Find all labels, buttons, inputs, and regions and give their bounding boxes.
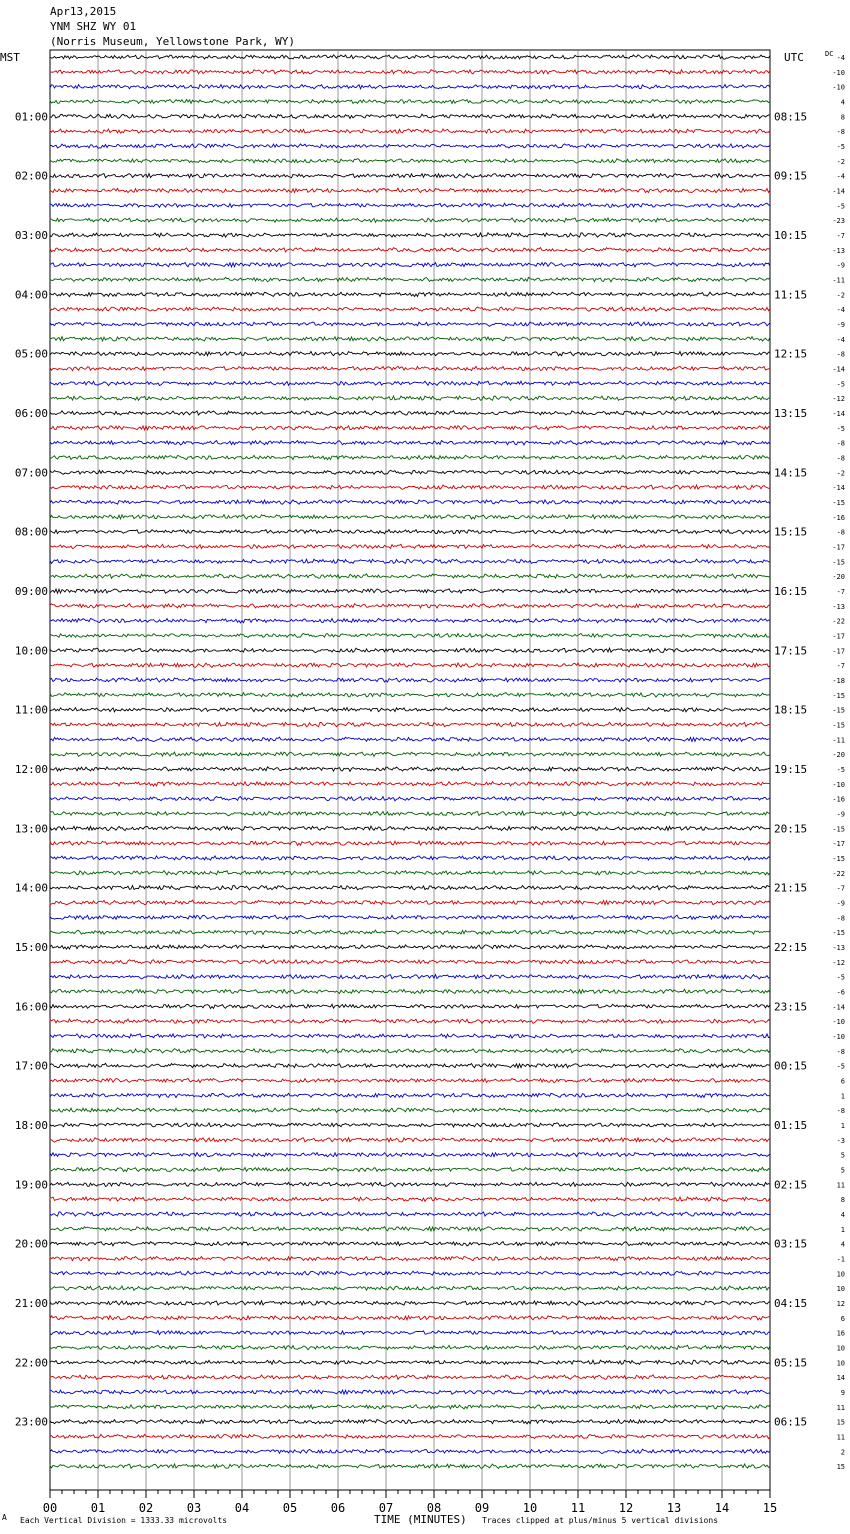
dc-offset-label: -5 <box>836 202 845 211</box>
right-hour-label: 11:15 <box>774 288 808 302</box>
dc-offset-label: -16 <box>832 513 845 522</box>
dc-offset-label: -8 <box>836 1107 845 1116</box>
dc-offset-label: 4 <box>840 98 845 107</box>
dc-offset-labels <box>832 54 845 1471</box>
dc-offset-label: 15 <box>836 1463 845 1472</box>
dc-offset-label: -15 <box>832 706 845 715</box>
left-hour-label: 19:00 <box>14 1178 48 1192</box>
dc-offset-label: 4 <box>840 1240 845 1249</box>
right-hour-label: 05:15 <box>774 1356 808 1370</box>
right-hour-label: 22:15 <box>774 941 808 954</box>
dc-offset-label: 12 <box>836 1300 845 1308</box>
dc-offset-label: -4 <box>836 306 845 315</box>
x-tick-label: 04 <box>234 1501 250 1515</box>
dc-offset-label: -12 <box>832 395 845 404</box>
dc-offset-label: -11 <box>832 276 845 285</box>
dc-offset-label: 9 <box>840 1389 845 1397</box>
dc-offset-label: 16 <box>836 1329 845 1338</box>
dc-offset-label: -22 <box>832 617 845 626</box>
right-hour-label: 19:15 <box>774 763 808 776</box>
dc-offset-label: -7 <box>836 662 845 671</box>
right-hour-label: 18:15 <box>774 703 808 717</box>
dc-offset-label: -8 <box>836 528 845 537</box>
dc-offset-label: -7 <box>836 232 845 240</box>
dc-offset-label: 4 <box>840 1211 845 1219</box>
dc-offset-label: -14 <box>832 187 845 196</box>
dc-offset-label: 14 <box>836 1374 845 1383</box>
scale-note: Each Vertical Division = 1333.33 microvolts <box>20 1516 228 1525</box>
dc-offset-label: -3 <box>836 1136 845 1145</box>
chart-date: Apr13,2015 <box>50 5 117 18</box>
dc-offset-label: -4 <box>836 172 845 181</box>
left-hour-label: 06:00 <box>14 407 48 420</box>
x-tick-label: 15 <box>762 1501 778 1515</box>
x-axis <box>43 1490 777 1515</box>
left-hour-label: 18:00 <box>14 1119 48 1132</box>
x-axis-title: TIME (MINUTES) <box>374 1513 467 1526</box>
x-tick-label: 13 <box>666 1501 682 1515</box>
right-hour-labels <box>774 110 807 1428</box>
left-hour-label: 16:00 <box>14 1000 48 1014</box>
right-hour-label: 15:15 <box>774 525 808 539</box>
right-hour-label: 20:15 <box>774 822 808 836</box>
dc-label: DC <box>825 50 834 58</box>
dc-offset-label: -7 <box>836 588 845 596</box>
left-hour-label: 02:00 <box>14 169 48 183</box>
dc-offset-label: -8 <box>836 350 845 359</box>
left-hour-label: 23:00 <box>14 1415 48 1429</box>
dc-offset-label: 1 <box>840 1122 845 1130</box>
dc-offset-label: 1 <box>840 1225 845 1234</box>
dc-offset-label: 10 <box>836 1344 845 1353</box>
x-tick-label: 10 <box>522 1501 538 1515</box>
dc-offset-label: -1 <box>836 1255 845 1264</box>
right-hour-label: 23:15 <box>774 1000 808 1014</box>
right-hour-label: 16:15 <box>774 585 808 598</box>
right-hour-label: 09:15 <box>774 169 808 183</box>
dc-offset-label: -15 <box>832 929 845 938</box>
dc-offset-label: -8 <box>836 128 845 137</box>
right-hour-label: 08:15 <box>774 110 808 124</box>
dc-offset-label: -8 <box>836 914 845 923</box>
x-tick-label: 12 <box>618 1501 634 1515</box>
right-hour-label: 06:15 <box>774 1415 808 1429</box>
left-hour-label: 14:00 <box>14 881 48 895</box>
dc-offset-label: -13 <box>832 944 845 952</box>
dc-offset-label: -5 <box>836 143 845 151</box>
dc-offset-label: 11 <box>836 1433 845 1442</box>
x-tick-label: 01 <box>90 1501 106 1515</box>
left-hour-label: 10:00 <box>14 644 48 658</box>
right-hour-label: 03:15 <box>774 1237 808 1251</box>
dc-offset-label: -23 <box>832 217 845 226</box>
dc-offset-label: 10 <box>836 1359 845 1368</box>
dc-offset-label: 10 <box>836 1270 845 1279</box>
dc-offset-label: -16 <box>832 795 845 804</box>
right-hour-label: 12:15 <box>774 347 808 361</box>
dc-offset-label: -10 <box>832 83 845 92</box>
left-hour-label: 13:00 <box>14 822 48 836</box>
dc-offset-label: -2 <box>836 291 845 300</box>
right-timezone-label: UTC <box>784 51 804 64</box>
corner-mark: A <box>2 1513 7 1522</box>
right-hour-label: 21:15 <box>774 881 808 895</box>
dc-offset-label: -17 <box>832 543 845 552</box>
dc-offset-label: -10 <box>832 1033 845 1041</box>
dc-offset-label: -9 <box>836 810 845 819</box>
right-hour-label: 00:15 <box>774 1059 808 1073</box>
dc-offset-label: -9 <box>836 899 845 908</box>
dc-offset-label: 6 <box>840 1077 845 1086</box>
right-hour-label: 14:15 <box>774 466 808 480</box>
dc-offset-label: -11 <box>832 736 845 745</box>
right-hour-label: 01:15 <box>774 1119 808 1132</box>
right-hour-label: 17:15 <box>774 644 808 658</box>
left-hour-label: 03:00 <box>14 229 48 242</box>
dc-offset-label: 15 <box>836 1418 845 1427</box>
dc-offset-label: 1 <box>840 1092 845 1101</box>
dc-offset-label: -15 <box>832 855 845 863</box>
dc-offset-label: -15 <box>832 825 845 834</box>
left-hour-labels <box>15 110 48 1428</box>
dc-offset-label: -10 <box>832 68 845 77</box>
dc-offset-label: -18 <box>832 677 845 685</box>
left-hour-label: 17:00 <box>14 1059 48 1073</box>
dc-offset-label: 11 <box>836 1181 845 1190</box>
x-tick-label: 14 <box>714 1501 730 1515</box>
dc-offset-label: 8 <box>840 1196 845 1205</box>
dc-offset-label: -5 <box>836 1062 845 1071</box>
left-timezone-label: MST <box>0 51 20 64</box>
dc-offset-label: -4 <box>836 335 845 344</box>
dc-offset-label: -9 <box>836 261 845 270</box>
left-hour-label: 08:00 <box>14 525 48 539</box>
dc-offset-label: -14 <box>832 365 845 374</box>
dc-offset-label: -17 <box>832 632 845 641</box>
x-tick-label: 02 <box>138 1501 154 1515</box>
dc-offset-label: 5 <box>840 1151 845 1160</box>
dc-offset-label: -20 <box>832 751 845 760</box>
dc-offset-label: 6 <box>840 1314 845 1323</box>
x-tick-label: 05 <box>282 1501 298 1515</box>
dc-offset-label: -15 <box>832 691 845 700</box>
left-hour-label: 20:00 <box>14 1237 48 1251</box>
dc-offset-label: 11 <box>836 1403 845 1412</box>
dc-offset-label: -22 <box>832 869 845 878</box>
left-hour-label: 05:00 <box>14 347 48 361</box>
dc-offset-label: 10 <box>836 1285 845 1294</box>
dc-offset-label: -14 <box>832 1003 845 1012</box>
dc-offset-label: -13 <box>832 602 845 611</box>
left-hour-label: 04:00 <box>14 288 48 302</box>
dc-offset-label: -10 <box>832 1018 845 1027</box>
dc-offset-label: -10 <box>832 780 845 789</box>
dc-offset-label: -15 <box>832 499 845 507</box>
dc-offset-label: -2 <box>836 469 845 478</box>
dc-offset-label: -8 <box>836 454 845 463</box>
dc-offset-label: -8 <box>836 439 845 448</box>
dc-offset-label: -14 <box>832 484 845 493</box>
station-location: (Norris Museum, Yellowstone Park, WY) <box>50 35 296 48</box>
dc-offset-label: -17 <box>832 647 845 656</box>
dc-offset-label: -7 <box>836 884 845 893</box>
left-hour-label: 01:00 <box>14 110 48 124</box>
x-tick-label: 03 <box>186 1501 202 1515</box>
station-id: YNM SHZ WY 01 <box>50 20 137 33</box>
dc-offset-label: 8 <box>840 113 845 122</box>
dc-offset-label: -5 <box>836 766 845 774</box>
dc-offset-label: -2 <box>836 157 845 166</box>
x-tick-label: 08 <box>426 1501 442 1515</box>
clip-note: Traces clipped at plus/minus 5 vertical divisions <box>482 1516 719 1525</box>
left-hour-label: 12:00 <box>14 763 48 776</box>
right-hour-label: 04:15 <box>774 1297 808 1310</box>
dc-offset-label: -20 <box>832 573 845 582</box>
dc-offset-label: -5 <box>836 424 845 433</box>
dc-offset-label: 5 <box>840 1166 845 1175</box>
dc-offset-label: -17 <box>832 840 845 849</box>
left-hour-label: 09:00 <box>14 585 48 598</box>
x-tick-label: 00 <box>42 1501 58 1515</box>
dc-offset-label: -8 <box>836 1047 845 1056</box>
right-hour-label: 13:15 <box>774 407 808 420</box>
dc-offset-label: -5 <box>836 973 845 982</box>
left-hour-label: 21:00 <box>14 1297 48 1310</box>
dc-offset-label: -9 <box>836 321 845 329</box>
dc-offset-label: -4 <box>836 54 845 62</box>
dc-offset-label: -15 <box>832 721 845 730</box>
left-hour-label: 15:00 <box>14 941 48 954</box>
left-hour-label: 22:00 <box>14 1356 48 1370</box>
x-tick-label: 07 <box>378 1501 394 1515</box>
dc-offset-label: -15 <box>832 558 845 567</box>
left-hour-label: 07:00 <box>14 466 48 480</box>
x-tick-label: 09 <box>474 1501 490 1515</box>
dc-offset-label: -13 <box>832 246 845 255</box>
x-tick-label: 06 <box>330 1501 346 1515</box>
dc-offset-label: 2 <box>840 1448 845 1457</box>
right-hour-label: 10:15 <box>774 229 808 242</box>
dc-offset-label: -6 <box>836 988 845 997</box>
dc-offset-label: -14 <box>832 410 845 418</box>
left-hour-label: 11:00 <box>14 703 48 717</box>
right-hour-label: 02:15 <box>774 1178 808 1192</box>
dc-offset-label: -12 <box>832 958 845 967</box>
dc-offset-label: -5 <box>836 380 845 389</box>
x-tick-label: 11 <box>570 1501 586 1515</box>
